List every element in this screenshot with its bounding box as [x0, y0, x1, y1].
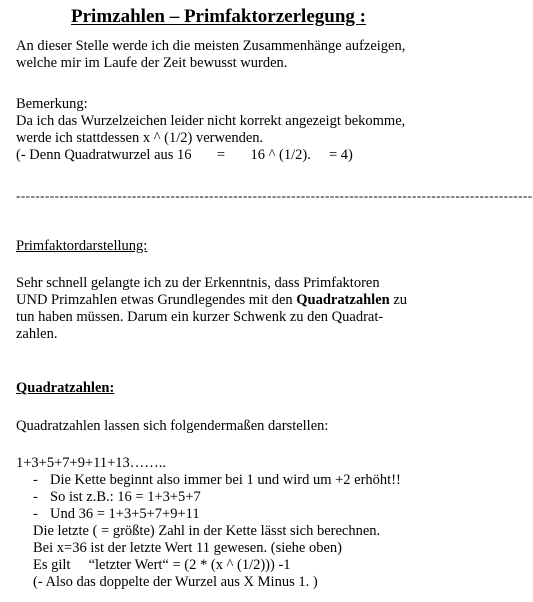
- separator-line: -----------------------------------------------------------------------------------------------------------: [16, 188, 533, 203]
- quadrat-cont-4: (- Also das doppelte der Wurzel aus X Minus 1. ): [33, 574, 318, 590]
- primfaktor-line-2-post: zu: [389, 292, 408, 308]
- bullet-item: So ist z.B.: 16 = 1+3+5+7: [50, 489, 201, 505]
- primfaktor-line-2-pre: UND Primzahlen etwas Grundlegendes mit den: [16, 292, 297, 308]
- primfaktor-line-1: Sehr schnell gelangte ich zu der Erkenntnis, dass Primfaktoren: [16, 275, 380, 291]
- quadrat-sequence: 1+3+5+7+9+11+13……..: [16, 455, 167, 471]
- quadrat-cont-3: Es gilt “letzter Wert“ = (2 * (x ^ (1/2))) -1: [33, 557, 291, 573]
- quadrat-heading: Quadratzahlen:: [16, 380, 115, 396]
- quadrat-cont-1: Die letzte ( = größte) Zahl in der Kette lässt sich berechnen.: [33, 523, 381, 539]
- primfaktor-line-3: tun haben müssen. Darum ein kurzer Schwenk zu den Quadrat-: [16, 309, 384, 325]
- remark-heading: Bemerkung:: [16, 96, 88, 112]
- bullet-dash: -: [33, 489, 38, 505]
- page-title: Primzahlen – Primfaktorzerlegung :: [71, 6, 366, 27]
- quadrat-cont-2: Bei x=36 ist der letzte Wert 11 gewesen. (siehe oben): [33, 540, 342, 556]
- bullet-dash: -: [33, 472, 38, 488]
- intro-line-1: An dieser Stelle werde ich die meisten Zusammenhänge aufzeigen,: [16, 38, 406, 54]
- bullet-dash: -: [33, 506, 38, 522]
- bullet-item: Die Kette beginnt also immer bei 1 und wird um +2 erhöht!!: [50, 472, 401, 488]
- quadratzahlen-bold-term: Quadratzahlen: [296, 292, 390, 308]
- remark-line-1: Da ich das Wurzelzeichen leider nicht korrekt angezeigt bekomme,: [16, 113, 406, 129]
- primfaktor-line-2: [16, 292, 407, 309]
- remark-line-3: (- Denn Quadratwurzel aus 16 = 16 ^ (1/2). = 4): [16, 147, 353, 163]
- quadrat-line-1: Quadratzahlen lassen sich folgendermaßen darstellen:: [16, 418, 329, 434]
- bullet-item: Und 36 = 1+3+5+7+9+11: [50, 506, 200, 522]
- primfaktor-heading: Primfaktordarstellung:: [16, 238, 148, 254]
- intro-line-2: welche mir im Laufe der Zeit bewusst wurden.: [16, 55, 288, 71]
- remark-line-2: werde ich stattdessen x ^ (1/2) verwenden.: [16, 130, 264, 146]
- primfaktor-line-4: zahlen.: [16, 326, 58, 342]
